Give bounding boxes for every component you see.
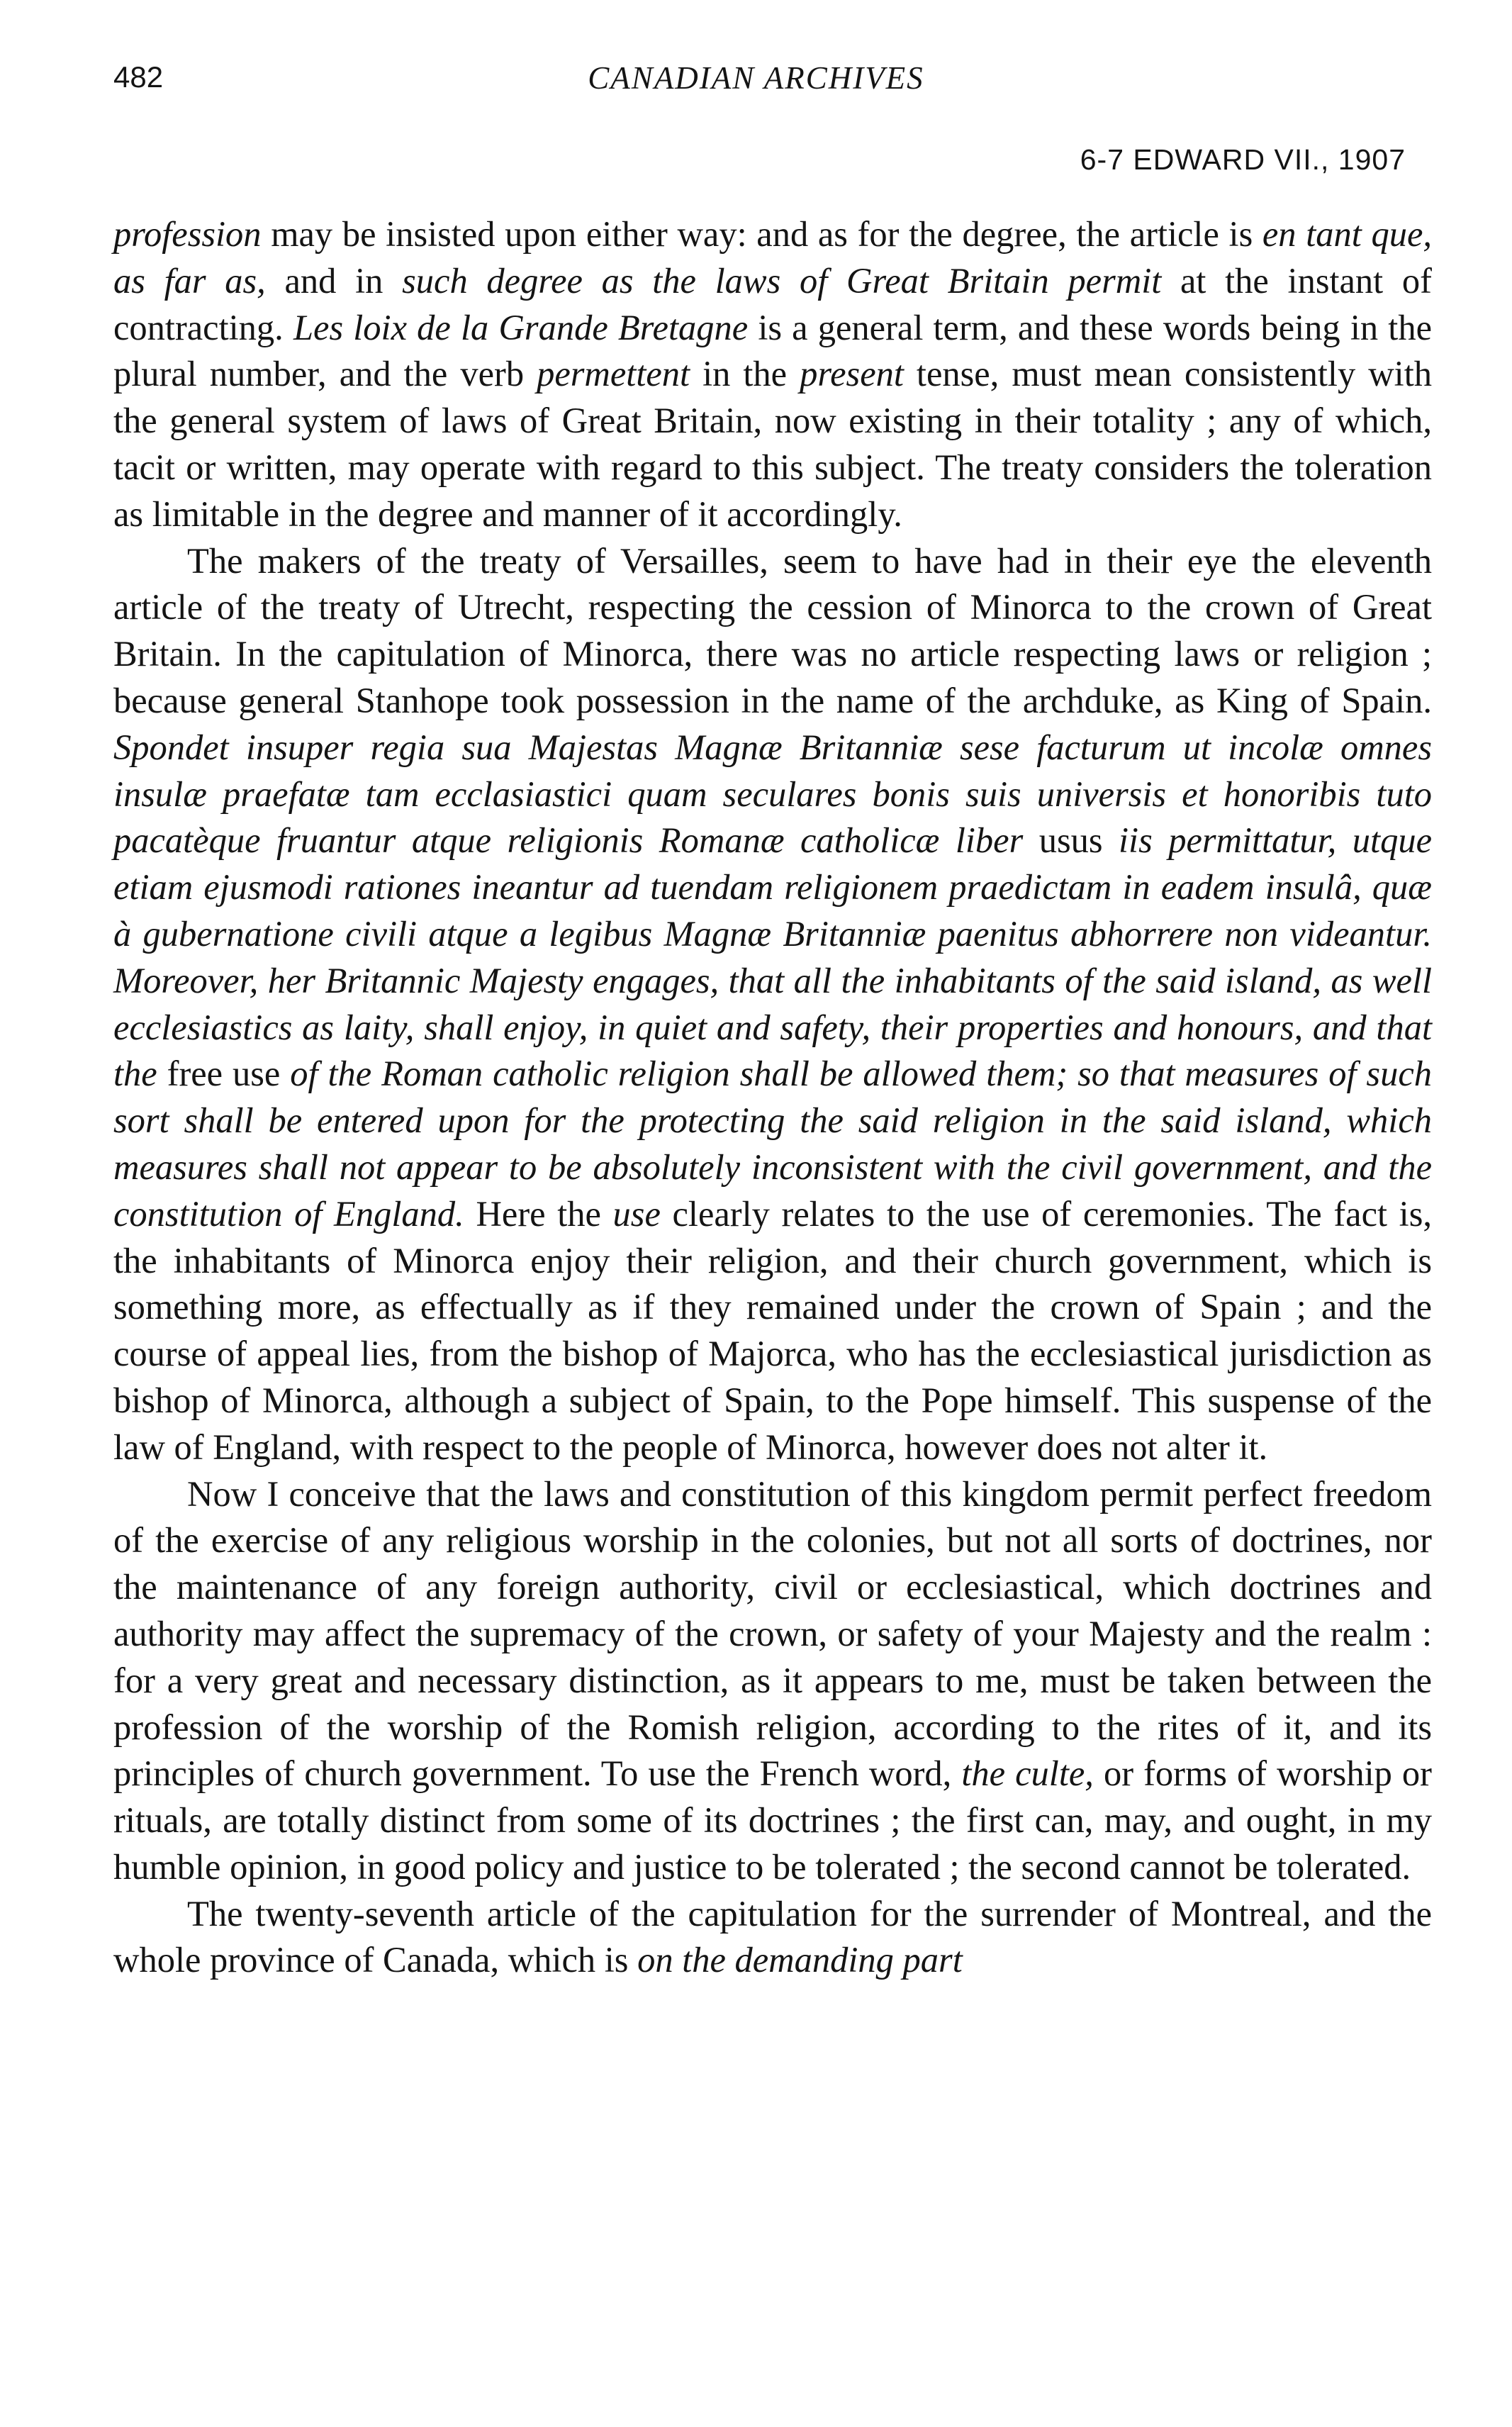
text-run: Here the xyxy=(464,1193,613,1234)
text-run: and in xyxy=(265,260,403,301)
text-run: in the xyxy=(690,354,800,394)
italic-text: profession xyxy=(113,214,262,254)
italic-text: present xyxy=(800,354,904,394)
italic-text: of the Roman catholic religion shall be allowed them; so that measures of such sort shall be entered upon for the protecting the said religion in the said island, which measures shall not appear to be absolutely inconsistent with the civil government, and the constitution of England. xyxy=(113,1054,1432,1234)
text-run: or forms of worship or rituals, are totally distinct from some of its doctrines ; the first can, may, and ought, in my humble opinion, in good policy and justice to be tolerated ; the second cannot be tolerated. xyxy=(113,1753,1432,1887)
italic-text: such degree as the laws of Great Britain permit xyxy=(402,260,1162,301)
italic-text: iis permittatur, utque etiam ejusmodi rationes ineantur ad tuendam religionem praedictam in eadem insulâ, quæ à gubernatione civili atque a legibus Magnæ Britanniæ paenitus abhorrere non videantur. Moreover, her Britannic Majesty engages, that all the inhabitants of the said island, as well ecclesiastics as laity, shall enjoy, in quiet and safety, their properties and honours, and that the xyxy=(113,820,1432,1094)
session-label: 6-7 EDWARD VII., 1907 xyxy=(1080,143,1406,176)
body-text xyxy=(113,211,1432,1984)
text-run: The twenty-seventh article of the capitulation for the surrender of Montreal, and the whole province of Canada, which is xyxy=(113,1893,1432,1980)
text-run: free use xyxy=(157,1054,291,1094)
paragraph xyxy=(113,1891,1432,1985)
paragraph xyxy=(113,211,1432,538)
text-run: is a general term, and these words being in the plural number, and the verb xyxy=(113,307,1432,394)
italic-text: permettent xyxy=(537,354,690,394)
italic-text: on the demanding part xyxy=(637,1940,963,1980)
italic-text: Les loix de la Grande Bretagne xyxy=(293,307,749,347)
italic-text: the culte, xyxy=(961,1753,1094,1794)
text-run: Now I conceive that the laws and constitution of this kingdom permit perfect freedom of the exercise of any religious worship in the colonies, but not all sorts of doctrines, nor the maintenance of any foreign authority, civil or ecclesiastical, which doctrines and authority may affect the supremacy of the crown, or safety of your Majesty and the realm : for a very great and necessary distinction, as it appears to me, must be taken between the profession of the worship of the Romish religion, according to the rites of it, and its principles of church government. To use the French word, xyxy=(113,1473,1432,1794)
italic-text: en tant que, as far as, xyxy=(113,214,1432,301)
italic-text: use xyxy=(612,1193,661,1234)
text-run: may be insisted upon either way: and as for the degree, the article is xyxy=(261,214,1262,254)
running-title: CANADIAN ARCHIVES xyxy=(588,60,924,96)
page-number: 482 xyxy=(113,60,164,94)
paragraph xyxy=(113,538,1432,1471)
text-run: tense, must mean consistently with the general system of laws of Great Britain, now existing in their totality ; any of which, tacit or written, may operate with regard to this subject. The treaty considers the toleration as limitable in the degree and manner of it accordingly. xyxy=(113,354,1432,534)
italic-text: Spondet insuper regia sua Majestas Magnæ Britanniæ sese facturum ut incolæ omnes insulæ praefatæ tam ecclasiastici quam seculares bonis suis universis et honoribis tuto pacatèque fruantur atque religionis Romanæ catholicæ liber xyxy=(113,727,1432,861)
text-run: usus xyxy=(1023,820,1119,861)
text-run: clearly relates to the use of ceremonies. The fact is, the inhabitants of Minorca enjoy their religion, and their church government, which is something more, as effectually as if they remained under the crown of Spain ; and the course of appeal lies, from the bishop of Majorca, who has the ecclesiastical jurisdiction as bishop of Minorca, although a subject of Spain, to the Pope himself. This suspense of the law of England, with respect to the people of Minorca, however does not alter it. xyxy=(113,1193,1432,1467)
paragraph xyxy=(113,1471,1432,1891)
text-run: The makers of the treaty of Versailles, seem to have had in their eye the eleventh article of the treaty of Utrecht, respecting the cession of Minorca to the crown of Great Britain. In the capitulation of Minorca, there was no article respecting laws or religion ; because general Stanhope took possession in the name of the archduke, as King of Spain. xyxy=(113,540,1432,720)
text-run: at the instant of contracting. xyxy=(113,260,1432,347)
